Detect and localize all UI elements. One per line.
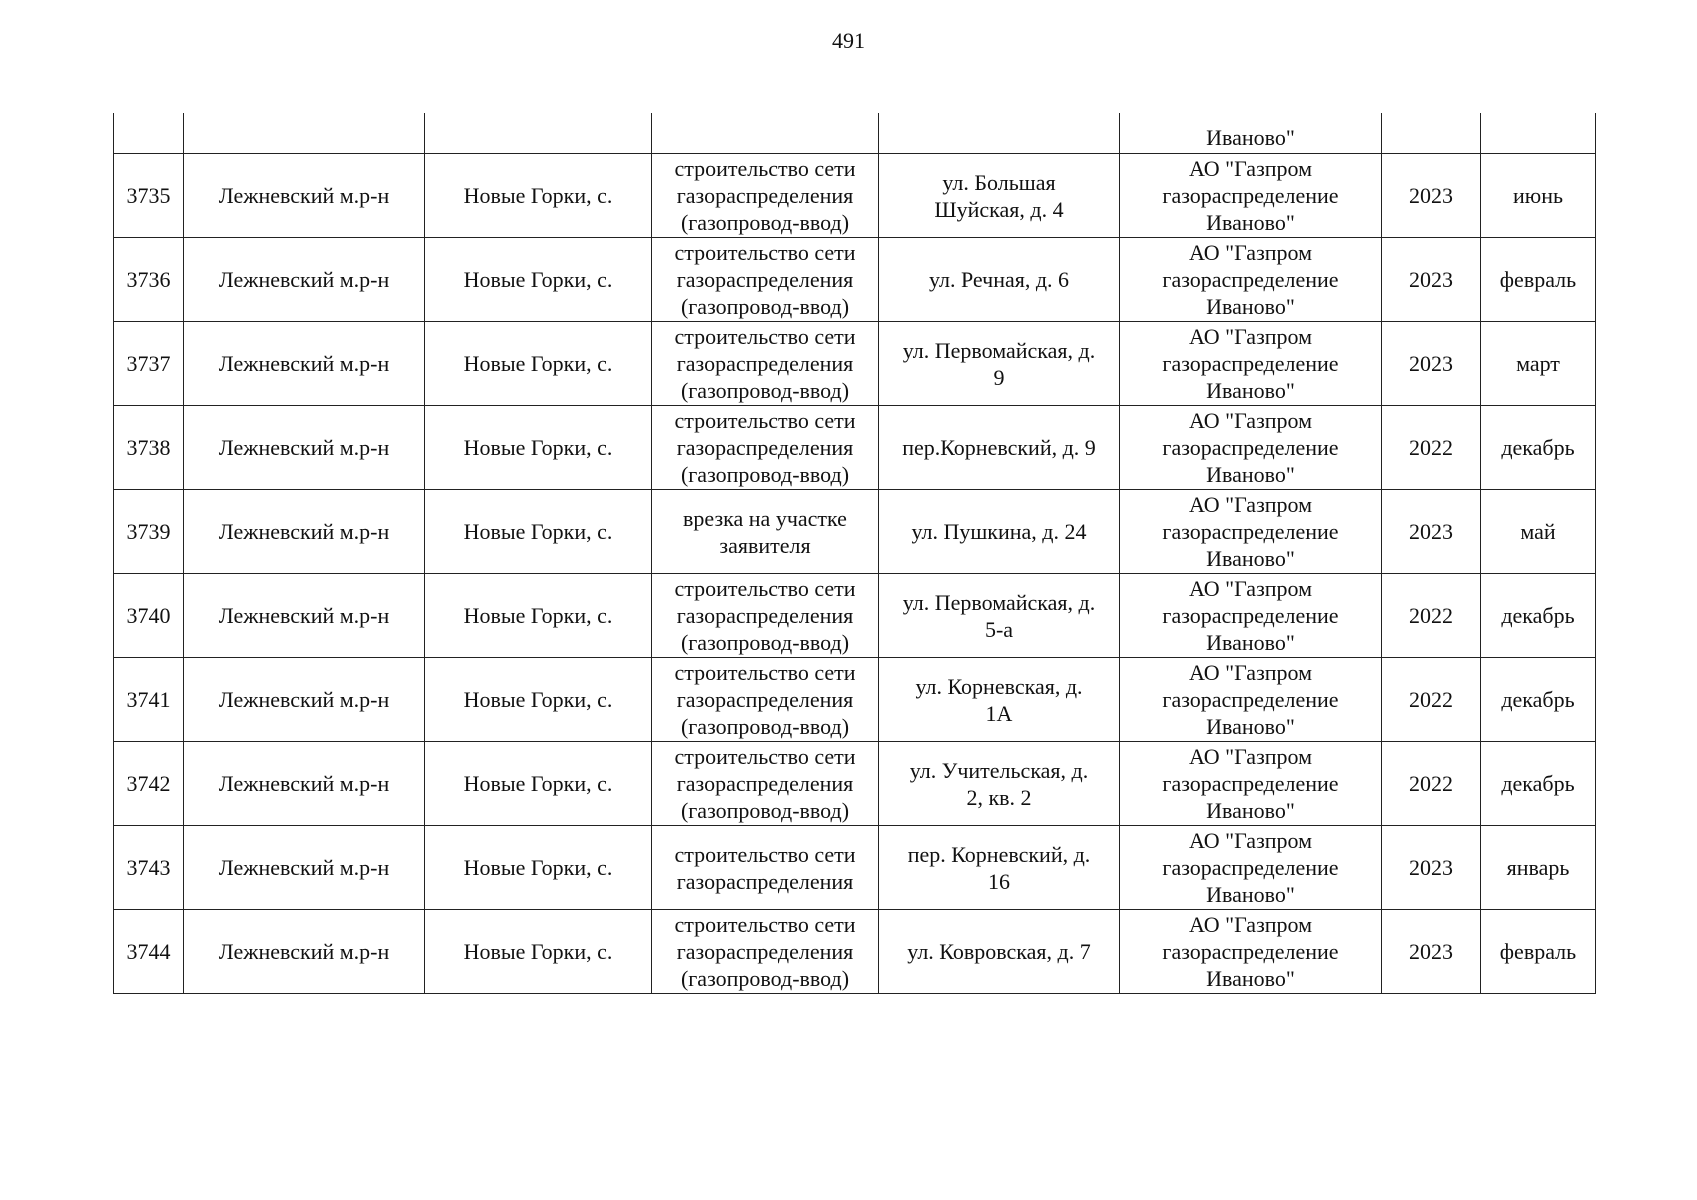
cell-month: февраль — [1481, 238, 1596, 322]
cell-address — [879, 910, 1120, 994]
continuation-row — [114, 113, 1596, 154]
cell-line: Иваново" — [1206, 714, 1295, 739]
cell-work — [652, 490, 879, 574]
cell-line: газораспределения — [676, 603, 854, 628]
cell-line: АО "Газпром — [1188, 156, 1313, 181]
cell-organization — [1120, 238, 1382, 322]
cell-line: ул. Ковровская, д. 7 — [907, 939, 1091, 964]
cell-organization — [1120, 574, 1382, 658]
cell-line: газораспределения — [676, 939, 854, 964]
cell-line: 9 — [993, 364, 1005, 390]
cell-work — [652, 658, 879, 742]
cell-month: март — [1481, 322, 1596, 406]
cell-line: Иваново" — [1206, 882, 1295, 907]
cell-year: 2023 — [1382, 826, 1481, 910]
cell-line: газораспределение — [1162, 519, 1339, 544]
cell-line: газораспределение — [1162, 351, 1339, 376]
cell-line: газораспределения — [676, 183, 854, 208]
cell-line: газораспределения — [676, 435, 854, 460]
cell-year: 2023 — [1382, 238, 1481, 322]
cell-line: строительство сети — [674, 841, 856, 867]
cell-num — [114, 113, 184, 154]
cell-line: газораспределения — [676, 351, 854, 376]
cell-line: ул. Учительская, д. — [909, 757, 1089, 783]
cell-month: январь — [1481, 826, 1596, 910]
cell-work — [652, 910, 879, 994]
cell-month: май — [1481, 490, 1596, 574]
cell-line: строительство сети — [674, 324, 856, 349]
cell-month: декабрь — [1481, 658, 1596, 742]
cell-num: 3735 — [114, 154, 184, 238]
cell-organization: Иваново" — [1120, 113, 1382, 154]
cell-year: 2023 — [1382, 490, 1481, 574]
cell-year: 2022 — [1382, 658, 1481, 742]
cell-line: газораспределение — [1162, 435, 1339, 460]
table-row — [114, 154, 1596, 238]
cell-work — [652, 238, 879, 322]
cell-work — [652, 742, 879, 826]
cell-line: строительство сети — [674, 660, 856, 685]
cell-line: АО "Газпром — [1188, 912, 1313, 937]
cell-line: строительство сети — [674, 156, 856, 181]
table-row — [114, 574, 1596, 658]
cell-line: (газопровод-ввод) — [680, 630, 850, 655]
cell-year: 2022 — [1382, 742, 1481, 826]
cell-locality: Новые Горки, с. — [425, 910, 652, 994]
cell-line: Шуйская, д. 4 — [934, 196, 1064, 222]
cell-num: 3739 — [114, 490, 184, 574]
cell-locality: Новые Горки, с. — [425, 154, 652, 238]
gas-network-table — [113, 113, 1596, 994]
cell-address — [879, 658, 1120, 742]
cell-year: 2023 — [1382, 910, 1481, 994]
cell-line: газораспределение — [1162, 771, 1339, 796]
cell-locality: Новые Горки, с. — [425, 490, 652, 574]
table-row — [114, 826, 1596, 910]
cell-organization — [1120, 658, 1382, 742]
cell-line: (газопровод-ввод) — [680, 462, 850, 487]
cell-locality: Новые Горки, с. — [425, 826, 652, 910]
cell-district: Лежневский м.р-н — [184, 658, 425, 742]
cell-num: 3743 — [114, 826, 184, 910]
cell-work — [652, 826, 879, 910]
cell-address — [879, 154, 1120, 238]
cell-line: (газопровод-ввод) — [680, 714, 850, 739]
cell-locality: Новые Горки, с. — [425, 238, 652, 322]
cell-district: Лежневский м.р-н — [184, 826, 425, 910]
cell-line: ул. Первомайская, д. — [902, 337, 1096, 363]
cell-line: АО "Газпром — [1188, 828, 1313, 853]
cell-line: Иваново" — [1206, 462, 1295, 487]
cell-line: АО "Газпром — [1188, 240, 1313, 265]
cell-district: Лежневский м.р-н — [184, 490, 425, 574]
cell-line: газораспределение — [1162, 603, 1339, 628]
cell-line: (газопровод-ввод) — [680, 966, 850, 991]
cell-address — [879, 574, 1120, 658]
cell-line: ул. Пушкина, д. 24 — [911, 519, 1087, 544]
cell-district: Лежневский м.р-н — [184, 154, 425, 238]
cell-line: 2, кв. 2 — [966, 784, 1032, 810]
cell-locality: Новые Горки, с. — [425, 322, 652, 406]
cell-address — [879, 826, 1120, 910]
cell-line: заявителя — [719, 532, 811, 558]
cell-district: Лежневский м.р-н — [184, 406, 425, 490]
cell-num: 3740 — [114, 574, 184, 658]
cell-line: (газопровод-ввод) — [680, 210, 850, 235]
cell-locality: Новые Горки, с. — [425, 742, 652, 826]
cell-line: газораспределения — [676, 267, 854, 292]
cell-district: Лежневский м.р-н — [184, 742, 425, 826]
cell-work — [652, 322, 879, 406]
cell-district: Лежневский м.р-н — [184, 322, 425, 406]
cell-line: газораспределение — [1162, 939, 1339, 964]
cell-line: газораспределение — [1162, 183, 1339, 208]
cell-line: газораспределения — [676, 771, 854, 796]
cell-line: АО "Газпром — [1188, 660, 1313, 685]
table-row — [114, 742, 1596, 826]
cell-line: ул. Первомайская, д. — [902, 589, 1096, 615]
cell-line: ул. Речная, д. 6 — [928, 267, 1070, 292]
cell-line: врезка на участке — [683, 505, 847, 531]
cell-line: (газопровод-ввод) — [680, 294, 850, 319]
cell-year — [1382, 113, 1481, 154]
cell-address — [879, 113, 1120, 154]
cell-line: (газопровод-ввод) — [680, 378, 850, 403]
cell-month: декабрь — [1481, 574, 1596, 658]
cell-district: Лежневский м.р-н — [184, 574, 425, 658]
cell-line: Иваново" — [1206, 546, 1295, 571]
cell-num: 3741 — [114, 658, 184, 742]
cell-district: Лежневский м.р-н — [184, 238, 425, 322]
cell-line: газораспределение — [1162, 267, 1339, 292]
cell-month — [1481, 113, 1596, 154]
cell-line: газораспределение — [1162, 687, 1339, 712]
cell-line: строительство сети — [674, 744, 856, 769]
cell-line: ул. Корневская, д. — [915, 673, 1083, 699]
cell-month: июнь — [1481, 154, 1596, 238]
cell-work — [652, 154, 879, 238]
table-row — [114, 322, 1596, 406]
cell-line: газораспределение — [1162, 855, 1339, 880]
cell-year: 2023 — [1382, 322, 1481, 406]
cell-line: газораспределения — [676, 687, 854, 712]
cell-line: (газопровод-ввод) — [680, 798, 850, 823]
cell-line: строительство сети — [674, 408, 856, 433]
cell-line: газораспределения — [676, 868, 854, 894]
cell-organization — [1120, 322, 1382, 406]
cell-num: 3736 — [114, 238, 184, 322]
cell-line: Иваново" — [1206, 294, 1295, 319]
cell-organization — [1120, 490, 1382, 574]
table-row — [114, 406, 1596, 490]
cell-line: 5-а — [984, 616, 1014, 642]
cell-organization — [1120, 154, 1382, 238]
cell-line: строительство сети — [674, 240, 856, 265]
cell-num: 3737 — [114, 322, 184, 406]
cell-line: АО "Газпром — [1188, 576, 1313, 601]
cell-district — [184, 113, 425, 154]
cell-num: 3738 — [114, 406, 184, 490]
cell-line: строительство сети — [674, 912, 856, 937]
cell-locality: Новые Горки, с. — [425, 658, 652, 742]
cell-line: АО "Газпром — [1188, 408, 1313, 433]
cell-organization — [1120, 826, 1382, 910]
cell-line: Иваново" — [1206, 378, 1295, 403]
table-row — [114, 490, 1596, 574]
table-row — [114, 658, 1596, 742]
cell-line: ул. Большая — [942, 169, 1056, 195]
cell-num: 3742 — [114, 742, 184, 826]
cell-year: 2022 — [1382, 406, 1481, 490]
cell-work — [652, 113, 879, 154]
cell-num: 3744 — [114, 910, 184, 994]
cell-work — [652, 406, 879, 490]
cell-address — [879, 742, 1120, 826]
cell-locality: Новые Горки, с. — [425, 406, 652, 490]
cell-organization — [1120, 406, 1382, 490]
cell-district: Лежневский м.р-н — [184, 910, 425, 994]
cell-year: 2022 — [1382, 574, 1481, 658]
cell-line: Иваново" — [1206, 630, 1295, 655]
cell-address — [879, 322, 1120, 406]
cell-line: пер. Корневский, д. — [907, 841, 1091, 867]
cell-line: 1А — [985, 700, 1013, 726]
cell-address — [879, 238, 1120, 322]
cell-address — [879, 406, 1120, 490]
cell-line: АО "Газпром — [1188, 324, 1313, 349]
cell-month: декабрь — [1481, 406, 1596, 490]
cell-line: Иваново" — [1206, 210, 1295, 235]
table-row — [114, 910, 1596, 994]
cell-locality — [425, 113, 652, 154]
cell-line: пер.Корневский, д. 9 — [902, 435, 1096, 460]
cell-month: февраль — [1481, 910, 1596, 994]
cell-organization — [1120, 910, 1382, 994]
cell-month: декабрь — [1481, 742, 1596, 826]
cell-line: Иваново" — [1206, 966, 1295, 991]
cell-line: 16 — [988, 868, 1010, 894]
cell-line: АО "Газпром — [1188, 744, 1313, 769]
cell-line: Иваново" — [1206, 798, 1295, 823]
table-row — [114, 238, 1596, 322]
cell-work — [652, 574, 879, 658]
page-number: 491 — [832, 28, 865, 53]
cell-locality: Новые Горки, с. — [425, 574, 652, 658]
cell-address — [879, 490, 1120, 574]
cell-year: 2023 — [1382, 154, 1481, 238]
cell-line: АО "Газпром — [1188, 492, 1313, 517]
cell-line: строительство сети — [674, 576, 856, 601]
cell-organization — [1120, 742, 1382, 826]
